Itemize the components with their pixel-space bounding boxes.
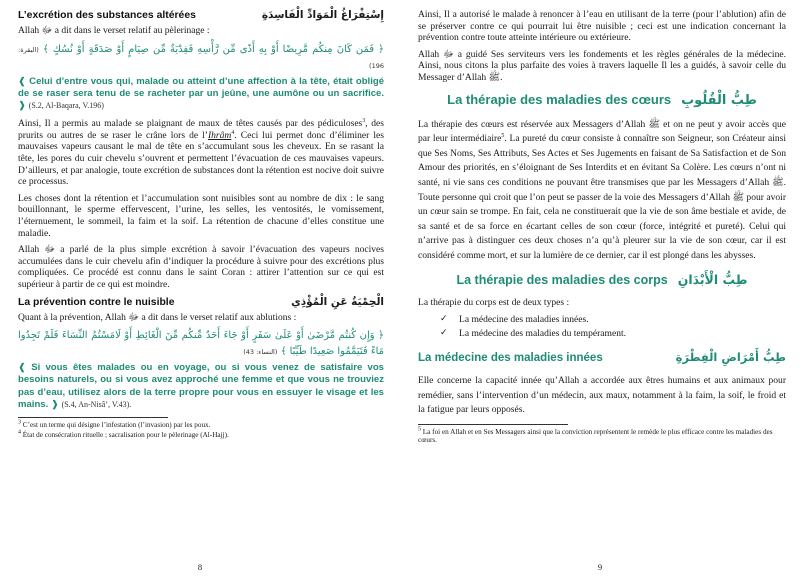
paragraph: Allah ﷻ a parlé de la plus simple excrétion à savoir l’évacuation des vapeurs nocives accumulées dans le cuir chevelu afin d’indiquer la procédure à suivre pour des excrétions plus compliquées. Ce procédé est connu dans le saint Coran : attirer l’attention sur ce qui est supérieur à partir de ce qui est moindre.: [18, 244, 384, 290]
paragraph: Ainsi, Il a autorisé le malade à renoncer à l’eau en utilisant de la terre (pour l’ablution) afin de se préserver contre ce qui pourrait lui être nuisible ; ceci est une indication concernant la prévention contre toute atteinte intérieure ou extérieure.: [418, 9, 786, 44]
check-list: [440, 313, 786, 340]
list-item: [440, 313, 786, 327]
paragraph: Allah ﷻ a dit dans le verset relatif au pèlerinage :: [18, 25, 210, 36]
footnote-text: C’est un terme qui désigne l’infestation (l’invasion) par les poux.: [22, 420, 211, 429]
list-item-text: La médecine des maladies du tempérament.: [459, 327, 627, 339]
paragraph-part: Ainsi, Il a permis au malade se plaignant de maux de têtes causés par des pédiculoses: [18, 118, 363, 130]
footnote-number: 4: [18, 429, 21, 436]
translation-ref: (S.4, An-Nisâ’, V.43).: [61, 399, 132, 409]
footnote-text: État de consécration rituelle ; sacralisation pour le pèlerinage (Al-Hajj).: [22, 430, 229, 439]
footnote: [18, 431, 384, 440]
verse-text: ﴿ فَمَن كَانَ مِنكُم مَّرِيضًا أَوْ بِهِ أَذًى مِّن رَّأْسِهِ فَفِدْيَةٌ مِّن صِيَامٍ أَوْ صَدَقَةٍ أَوْ نُسُكٍ ﴾: [42, 43, 384, 55]
section-title-excretion: [18, 9, 384, 21]
section-title-ar: إِسْتِفْرَاغُ الْمَوَادِّ الْفَاسِدَةِ: [261, 9, 384, 21]
page-number: 9: [597, 562, 603, 572]
footnote-ref[interactable]: 4: [231, 129, 235, 136]
translation-ref: (S.2, Al-Baqara, V.196): [28, 101, 104, 110]
paragraph-part: , des prurits ou autres de se raser le crâne lors de l’: [18, 118, 384, 141]
paragraph-part: La thérapie des cœurs est réservée aux Messagers d’Allah ﷺ et on ne peut y avoir accès que par leur intermédiaire: [418, 118, 786, 145]
term-ihram: Ihrâm: [207, 129, 232, 141]
page-right: [400, 0, 800, 582]
paragraph: Elle concerne la capacité innée qu’Allah a accordée aux êtres humains et aux animaux pour remédier, sans l’intervention d’un médecin, aux maux, notamment à la faim, la soif, le froid et la fatigue par leurs opposés.: [418, 375, 786, 416]
paragraph-part: . La pureté du cœur consiste à connaître son Seigneur, son Créateur ainsi que Ses Noms, Ses Attributs, Ses Actes et Ses Jugements en faisant de Sa Satisfaction et de Son Amour des priorités, en s’éloignant de Ses Interdits et en évitant Sa Colère. Les cœurs n’ont ni santé, ni vie sans ces conditions ne pouvant être transmises que par les Messagers d’Allah ﷺ. Toute personne qui croit que l’on peut se passer de la voie des Messagers d’Allah ﷺ pour avoir un cœur sain se trompe. En fait, cela ne constituerait que la vie de son âme bestiale et avide, de sa santé et de sa force en écartant celles de son cœur (force, intégrité et pureté). Celui qui n’arrive pas à distinguer ces deux choses n’a qu’à pleurer sur la vie de son cœur, car il est considéré comme mort, et sur la lumière de ce dernier, car il est plongé dans les abysses.: [418, 133, 786, 261]
heading-hearts: [418, 92, 786, 108]
heading-ar: طِبُّ الْقُلُوبِ: [681, 92, 757, 108]
verse-ref: (البقرة: 196): [18, 45, 384, 70]
footnote-text: La foi en Allah et en Ses Messagers ainsi que la conviction représentent le remède le plus efficace contre les maladies des cœurs.: [418, 427, 773, 445]
verse-translation: [18, 76, 384, 113]
footnote-divider: [18, 417, 168, 418]
footnote-number: 5: [418, 426, 421, 433]
footnote-ref[interactable]: 3: [362, 118, 366, 125]
footnote-ref[interactable]: 5: [501, 132, 505, 139]
paragraph: [418, 118, 786, 264]
heading-ar: طِبُّ أَمْرَاضِ الْفِطْرَةِ: [675, 350, 786, 365]
check-icon: ✓: [440, 314, 448, 325]
verse-ref: (النساء: 43): [243, 348, 278, 357]
paragraph: Quant à la prévention, Allah ﷻ a dit dans le verset relatif aux ablutions :: [18, 311, 297, 323]
paragraph: La thérapie du corps est de deux types :: [418, 296, 570, 308]
section-title-ar: الْحِمْيَةُ عَنِ الْمُؤْذِي: [291, 295, 384, 308]
heading-innate: [418, 350, 786, 364]
paragraph: Allah ﷻ a guidé Ses serviteurs vers les fondements et les règles générales de la médecine. Ainsi, nous citons la plus parfaite des voies à travers laquelle Il les a guidés, à savoir celle du Messager d’Allah ﷺ.: [418, 48, 786, 83]
section-title-fr: La prévention contre le nuisible: [18, 296, 175, 308]
verse-text: ﴿ وَإِن كُنتُم مَّرْضَىٰ أَوْ عَلَىٰ سَفَرٍ أَوْ جَاءَ أَحَدٌ مِّنكُم مِّنَ الْغَائِطِ أَوْ لَامَسْتُمُ النِّسَاءَ فَلَمْ تَجِدُوا مَاءً فَتَيَمَّمُوا صَعِيدًا طَيِّبًا ﴾: [18, 330, 384, 358]
footnote: [418, 428, 786, 445]
paragraph-part: . Ceci lui permet donc d’éliminer les mauvaises vapeurs causant le mal de tête en s’accumulant sous les cheveux. En se rasant la tête, les pores du cuir chevelu s’ouvrent et permettent l’évacuation de ces mauvaises vapeurs. D’ailleurs, et par analogie, toute excrétion de substances dont la rétention est nocive doit suivre ce processus.: [18, 129, 384, 188]
heading-fr: La thérapie des maladies des cœurs: [447, 91, 672, 107]
verse-translation: [18, 362, 384, 411]
list-item: [440, 327, 786, 341]
heading-bodies: [418, 272, 786, 287]
footnote: [18, 421, 384, 430]
heading-ar: طِبُّ الْأَبْدَانِ: [677, 271, 748, 287]
paragraph: Les choses dont la rétention et l’accumulation sont nuisibles sont au nombre de dix : le sang bouillonnant, le sperme effervescent, l’urine, les selles, les ventosités, le vomissement, l’éternuement, le sommeil, la faim et la soif. La rétention de chacune d’elles constitue une maladie.: [18, 192, 384, 239]
section-title-fr: L’excrétion des substances altérées: [18, 10, 196, 21]
heading-fr: La thérapie des maladies des corps: [456, 272, 668, 287]
page-number: 8: [197, 562, 203, 572]
translation-text: ❰ Si vous êtes malades ou en voyage, ou si vous venez de satisfaire vos besoins naturels, ou si vous avez approché une femme et que vous ne trouviez pas d’eau, utilisez alors de la terre propre pour vous en essuyer le visage et les mains. ❱: [18, 362, 384, 410]
heading-fr: La médecine des maladies innées: [418, 352, 603, 365]
footnote-number: 3: [18, 419, 21, 426]
paragraph: [18, 118, 384, 188]
quran-verse-arabic: [18, 42, 384, 74]
section-title-prevention: [18, 296, 384, 308]
footnote-divider: [418, 424, 568, 425]
list-item-text: La médecine des maladies innées.: [459, 314, 589, 326]
translation-text: ❰ Celui d’entre vous qui, malade ou atteint d’une affection à la tête, était obligé de se raser sera tenu de se racheter par un jeûne, une aumône ou un sacrifice. ❱: [18, 75, 384, 111]
check-icon: ✓: [440, 327, 448, 338]
quran-verse-arabic: [18, 328, 384, 360]
